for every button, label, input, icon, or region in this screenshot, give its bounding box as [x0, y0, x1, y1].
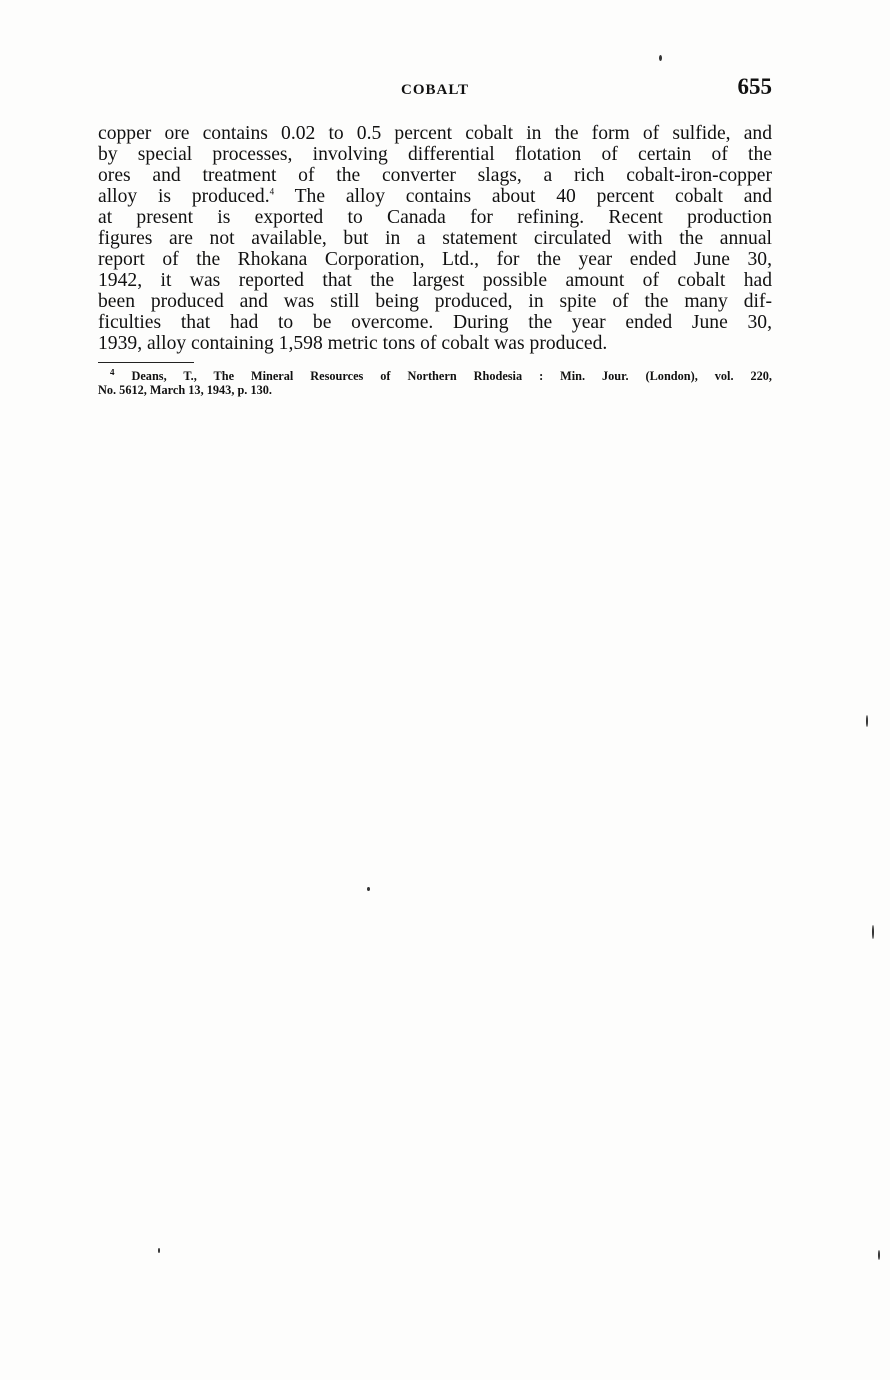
- page-header: [98, 74, 772, 104]
- running-head: COBALT: [401, 82, 469, 98]
- scan-speck: [866, 715, 868, 727]
- footnote-rule: [98, 362, 194, 363]
- footnote-line-2: No. 5612, March 13, 1943, p. 130.: [98, 383, 272, 397]
- text-line-11: 1939, alloy containing 1,598 metric tons of cobalt was produced.: [98, 333, 608, 354]
- text-line-4-end: The alloy contains about 40 percent cobalt and: [274, 186, 772, 207]
- scan-speck: [158, 1248, 160, 1253]
- scan-speck: [878, 1250, 880, 1260]
- text-line-2: by special processes, involving differential flotation of certain of the: [98, 144, 772, 165]
- footnote-text-1: Deans, T., The Mineral Resources of Northern Rhodesia : Min. Jour. (London), vol. 220,: [131, 369, 772, 383]
- text-line-10: ficulties that had to be overcome. During the year ended June 30,: [98, 312, 772, 333]
- footnote-reference: 4: [269, 186, 275, 197]
- scan-speck: [659, 55, 662, 61]
- footnote: [98, 369, 772, 397]
- text-line-7: report of the Rhokana Corporation, Ltd., for the year ended June 30,: [98, 249, 772, 270]
- page-number: 655: [737, 74, 772, 99]
- scan-speck: [367, 887, 370, 891]
- text-line-9: been produced and was still being produced, in spite of the many dif-: [98, 291, 772, 312]
- scan-speck: [872, 925, 874, 939]
- text-line-4: [98, 186, 772, 207]
- text-line-3: ores and treatment of the converter slags, a rich cobalt-iron-copper: [98, 165, 772, 186]
- text-line-1: copper ore contains 0.02 to 0.5 percent cobalt in the form of sulfide, and: [98, 123, 772, 144]
- text-line-6: figures are not available, but in a statement circulated with the annual: [98, 228, 772, 249]
- text-line-8: 1942, it was reported that the largest possible amount of cobalt had: [98, 270, 772, 291]
- footnote-mark: 4: [110, 369, 115, 377]
- text-line-4-start: alloy is produced.: [98, 186, 270, 207]
- body-paragraph: [98, 123, 772, 354]
- text-line-5: at present is exported to Canada for refining. Recent production: [98, 207, 772, 228]
- footnote-line-1: [98, 369, 772, 383]
